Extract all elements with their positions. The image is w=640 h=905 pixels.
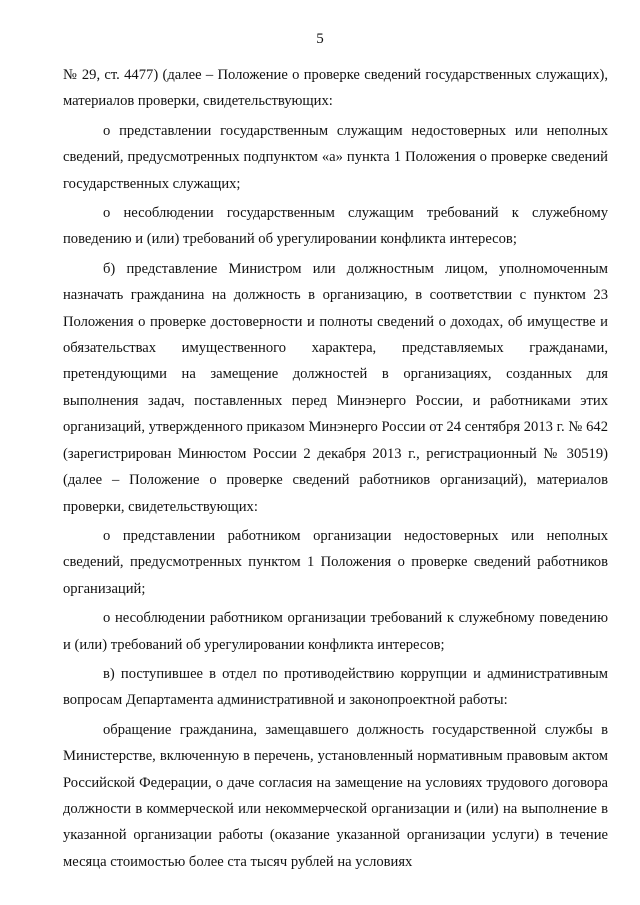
paragraph-2: о представлении государственным служащим недостоверных или неполных сведений, предусмотренных подпунктом «а» пункта 1 Положения о проверке сведений государственных служащих; (63, 122, 608, 192)
paragraph-7: в) поступившее в отдел по противодействию коррупции и административным вопросам Департамента административной и законопроектной работы: (63, 665, 608, 709)
document-body (63, 62, 608, 875)
paragraph-8: обращение гражданина, замещавшего должность государственной службы в Министерстве, включенную в перечень, установленный нормативным правовым актом Российской Федерации, о даче согласия на замещение на условиях трудового договора должности в коммерческой или некоммерческой организации и (или) на выполнение в указанной организации работы (оказание указанной организации услуги) в течение месяца стоимостью более ста тысяч рублей на условиях (63, 721, 608, 870)
paragraph-5: о представлении работником организации недостоверных или неполных сведений, предусмотренных пунктом 1 Положения о проверке сведений работников организаций; (63, 527, 608, 597)
page-number: 5 (316, 31, 324, 47)
paragraph-3: о несоблюдении государственным служащим требований к служебному поведению и (или) требований об урегулировании конфликта интересов; (63, 205, 608, 248)
paragraph-4: б) представление Министром или должностным лицом, уполномоченным назначать гражданина на должность в организацию, в соответствии с пунктом 23 Положения о проверке достоверности и полноты сведений о доходах, об имуществе и обязательствах имущественного характера, представляемых гражданами, претендующими на замещение должностей в организациях, созданных для выполнения задач, поставленных перед Минэнерго России, и работниками этих организаций, утвержденного приказом Минэнерго России от 24 сентября 2013 г. № 642 (зарегистрирован Минюстом России 2 декабря 2013 г., регистрационный № 30519) (далее – Положение о проверке сведений работников организаций), материалов проверки, свидетельствующих: (63, 260, 608, 515)
paragraph-6: о несоблюдении работником организации требований к служебному поведению и (или) требований об урегулировании конфликта интересов; (63, 610, 608, 653)
paragraph-1: № 29, ст. 4477) (далее – Положение о проверке сведений государственных служащих), материалов проверки, свидетельствующих: (63, 67, 608, 110)
